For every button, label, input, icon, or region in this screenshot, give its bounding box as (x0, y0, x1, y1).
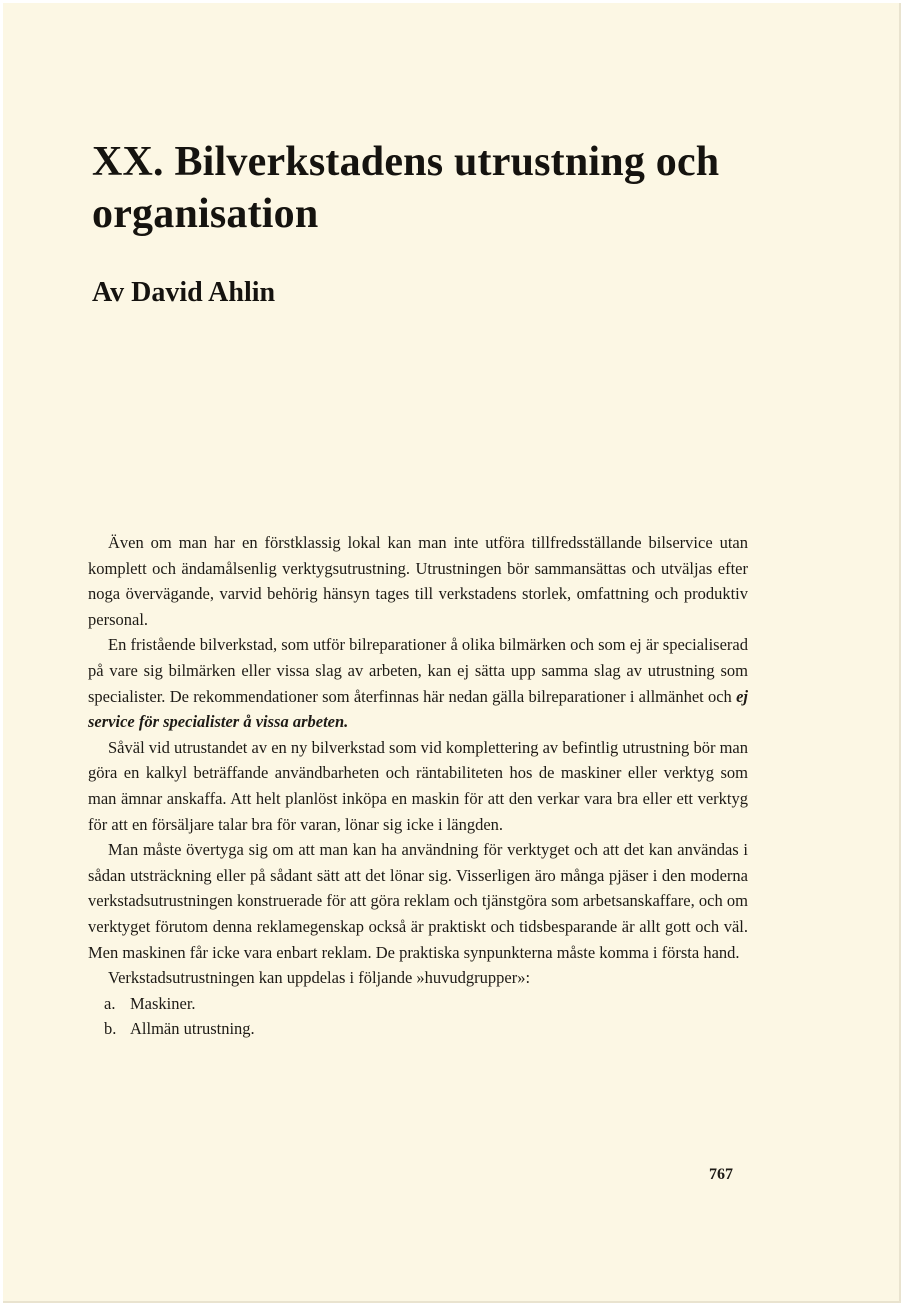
paragraph-2-text: En fristående bilverkstad, som utför bilreparationer å olika bilmärken och som ej är specialiserad på vare sig bilmärken eller vissa slag av arbeten, kan ej sätta upp samma slag av utrustning som specialister. De rekommendationer som återfinnas här nedan gälla bilreparationer i allmänhet och (88, 635, 748, 706)
list-item-letter: b. (104, 1019, 117, 1039)
paragraph-4: Man måste övertyga sig om att man kan ha användning för verktyget och att det kan användas i sådan utsträckning eller på sådant sätt att det lönar sig. Visserligen äro många pjäser i den moderna verkstadsutrustningen konstruerade för att göra reklam och tjänstgöra som arbetsanskaffare, och om verktyget förutom denna reklamegenskap också är praktiskt och tidsbesparande är allt gott och väl. Men maskinen får icke vara enbart reklam. De praktiska synpunkterna måste komma i första hand. (88, 840, 748, 962)
paragraph-3: Såväl vid utrustandet av en ny bilverkstad som vid komplettering av befintlig utrustning bör man göra en kalkyl beträffande användbarheten och räntabiliteten hos de maskiner eller verktyg som man ämnar anskaffa. Att helt planlöst inköpa en maskin för att den verkar vara bra eller ett verktyg för att en försäljare talar bra för varan, lönar sig icke i längden. (88, 737, 748, 834)
paragraph-2 (88, 632, 748, 734)
list-item-letter: a. (104, 993, 116, 1013)
paragraph-1: Även om man har en förstklassig lokal kan man inte utföra tillfredsställande bilservice utan komplett och ändamålsenlig verktygsutrustning. Utrustningen bör sammansättas och utväljas efter noga övervägande, varvid behörig hänsyn tages till verkstadens storlek, omfattning och produktiv personal. (88, 533, 748, 629)
page-number: 767 (709, 1166, 733, 1183)
list-item-text: Allmän utrustning. (130, 1019, 255, 1039)
paragraph-2-emphasis: ej service för specialister å vissa arbeten. (88, 686, 748, 732)
body-text (88, 530, 748, 1042)
list-item (88, 991, 748, 1017)
list-item (88, 1016, 748, 1042)
list-item-text: Maskiner. (130, 993, 196, 1013)
paragraph-5: Verkstadsutrustningen kan uppdelas i följande »huvudgrupper»: (108, 968, 531, 988)
author-byline: Av David Ahlin (92, 277, 276, 308)
chapter-title: XX. Bilverkstadens utrustning och organisation (92, 139, 720, 237)
book-page (3, 3, 901, 1303)
